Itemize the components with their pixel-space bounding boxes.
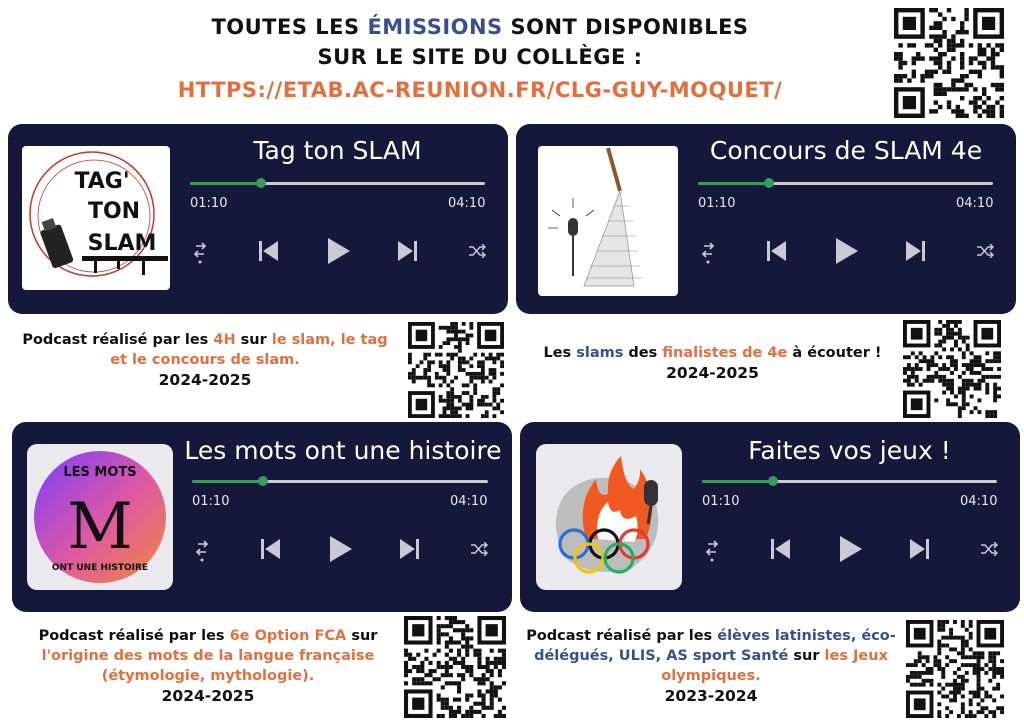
current-time: 01:10	[192, 494, 230, 509]
header-emphasis: ÉMISSIONS	[367, 15, 503, 39]
cover-image	[536, 444, 682, 590]
header-text: SONT DISPONIBLES	[502, 15, 749, 39]
total-time: 04:10	[448, 196, 486, 211]
qr-code-icon[interactable]	[406, 322, 506, 418]
play-icon[interactable]	[838, 534, 864, 564]
svg-text:SLAM: SLAM	[87, 231, 157, 256]
next-icon[interactable]	[904, 239, 926, 263]
previous-icon[interactable]	[766, 239, 788, 263]
episode-caption	[18, 626, 398, 706]
previous-icon[interactable]	[260, 537, 282, 561]
shuffle-icon[interactable]	[470, 542, 488, 556]
qr-code-icon[interactable]	[893, 8, 1005, 118]
progress-knob[interactable]	[764, 178, 774, 188]
header-line-1	[120, 12, 840, 42]
header-text: TOUTES LES	[211, 15, 368, 39]
qr-code-icon[interactable]	[903, 620, 1007, 718]
svg-text:ONT UNE HISTOIRE: ONT UNE HISTOIRE	[51, 563, 149, 573]
episode-title: Faites vos jeux !	[748, 436, 951, 465]
podcast-player	[12, 422, 512, 612]
episode-caption	[525, 343, 900, 383]
progress-knob[interactable]	[768, 476, 778, 486]
progress-bar[interactable]	[698, 182, 993, 185]
previous-icon[interactable]	[258, 239, 280, 263]
olympic-games-illustration	[536, 444, 682, 590]
progress-fill	[698, 182, 769, 185]
cover-image	[27, 444, 173, 590]
svg-text:TAG': TAG'	[74, 169, 130, 194]
next-icon[interactable]	[908, 537, 930, 561]
caption-text: Podcast réalisé par les 6e Option FCA sur l'origine des mots de la langue française (étymologie, mythologie).	[38, 628, 378, 684]
next-icon[interactable]	[396, 239, 418, 263]
current-time: 01:10	[702, 494, 740, 509]
podcast-player	[516, 124, 1016, 314]
les-mots-logo	[27, 444, 173, 590]
repeat-icon[interactable]	[194, 540, 210, 562]
shuffle-icon[interactable]	[980, 542, 998, 556]
caption-year: 2024-2025	[158, 371, 252, 389]
slam-contest-illustration	[538, 146, 678, 296]
caption-text: Podcast réalisé par les 4H sur le slam, le tag et le concours de slam.	[22, 332, 388, 368]
qr-code-icon[interactable]	[403, 616, 507, 718]
play-icon[interactable]	[834, 236, 860, 266]
progress-bar[interactable]	[702, 480, 997, 483]
website-link[interactable]: HTTPS://ETAB.AC-REUNION.FR/CLG-GUY-MOQUET/	[177, 78, 783, 102]
progress-bar[interactable]	[192, 480, 488, 483]
caption-text: Podcast réalisé par les élèves latinistes, éco-délégués, ULIS, AS sport Santé sur les Jeux olympiques.	[526, 628, 896, 684]
shuffle-icon[interactable]	[468, 244, 486, 258]
total-time: 04:10	[450, 494, 488, 509]
episode-title: Les mots ont une histoire	[184, 436, 502, 465]
progress-fill	[192, 480, 263, 483]
episode-title: Tag ton SLAM	[253, 136, 422, 165]
progress-bar[interactable]	[190, 182, 485, 185]
tag-ton-slam-logo	[22, 146, 170, 290]
current-time: 01:10	[698, 196, 736, 211]
progress-knob[interactable]	[258, 476, 268, 486]
svg-text:LES MOTS: LES MOTS	[63, 465, 137, 480]
progress-fill	[190, 182, 261, 185]
qr-code-icon[interactable]	[902, 320, 1002, 418]
play-icon[interactable]	[328, 534, 354, 564]
total-time: 04:10	[956, 196, 994, 211]
episode-title: Concours de SLAM 4e	[709, 136, 983, 165]
header	[120, 12, 840, 106]
cover-image	[538, 146, 678, 296]
current-time: 01:10	[190, 196, 228, 211]
repeat-icon[interactable]	[704, 540, 720, 562]
progress-fill	[702, 480, 773, 483]
repeat-icon[interactable]	[700, 242, 716, 264]
previous-icon[interactable]	[770, 537, 792, 561]
shuffle-icon[interactable]	[976, 244, 994, 258]
progress-knob[interactable]	[256, 178, 266, 188]
episode-caption	[20, 330, 390, 390]
header-line-2: SUR LE SITE DU COLLÈGE :	[317, 45, 643, 69]
podcast-player	[520, 422, 1020, 612]
play-icon[interactable]	[326, 236, 352, 266]
caption-text: Les slams des finalistes de 4e à écouter !	[543, 345, 882, 361]
total-time: 04:10	[960, 494, 998, 509]
cover-image	[22, 146, 170, 290]
next-icon[interactable]	[398, 537, 420, 561]
episode-caption	[525, 626, 897, 706]
svg-text:TON: TON	[87, 199, 141, 224]
podcast-player	[8, 124, 508, 314]
caption-year: 2024-2025	[161, 687, 255, 705]
repeat-icon[interactable]	[192, 242, 208, 264]
svg-text:M: M	[67, 490, 133, 564]
caption-year: 2024-2025	[666, 364, 759, 382]
caption-year: 2023-2024	[664, 687, 758, 705]
